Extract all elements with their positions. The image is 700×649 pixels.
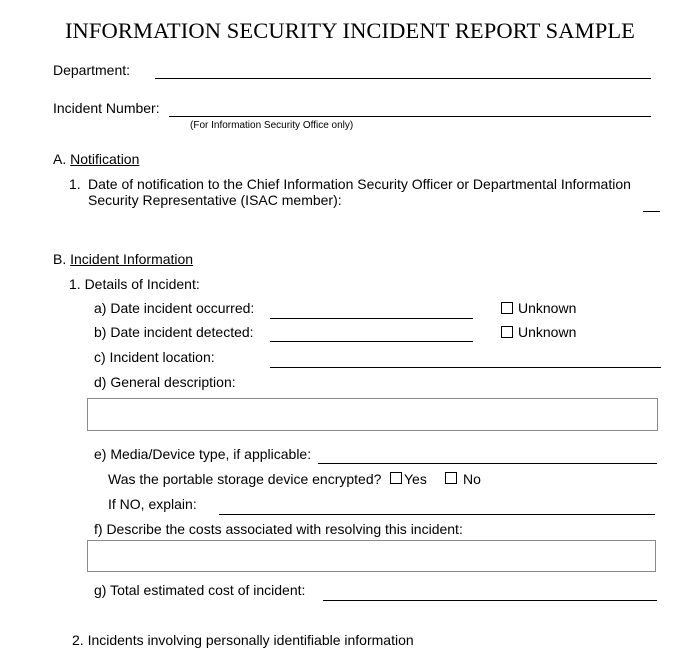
encrypted-yes-label: Yes xyxy=(404,471,427,487)
encrypted-no-label: No xyxy=(463,471,481,487)
if-no-explain-label: If NO, explain: xyxy=(108,496,197,512)
date-detected-label: b) Date incident detected: xyxy=(94,324,254,340)
section-b-heading xyxy=(53,251,193,267)
section-a-item1-number: 1. xyxy=(69,176,81,192)
form-title: INFORMATION SECURITY INCIDENT REPORT SAMPLE xyxy=(64,18,636,43)
incident-number-field[interactable] xyxy=(169,116,651,117)
department-label: Department: xyxy=(53,62,131,78)
section-a-heading xyxy=(53,151,139,167)
incident-location-field[interactable] xyxy=(270,367,661,368)
date-detected-field[interactable] xyxy=(270,341,473,342)
media-device-label: e) Media/Device type, if applicable: xyxy=(94,446,312,462)
section-a-title: Notification xyxy=(70,151,140,167)
if-no-explain-field[interactable] xyxy=(219,514,655,515)
incident-number-note: (For Information Security Office only) xyxy=(190,120,354,131)
date-occurred-unknown-checkbox[interactable] xyxy=(501,302,513,314)
costs-description-label: f) Describe the costs associated with resolving this incident: xyxy=(94,521,463,537)
total-cost-field[interactable] xyxy=(323,600,657,601)
date-detected-unknown-label: Unknown xyxy=(518,324,577,340)
details-of-incident-label: 1. Details of Incident: xyxy=(69,276,200,292)
section-b-letter: B. xyxy=(53,251,67,267)
media-device-field[interactable] xyxy=(318,463,657,464)
costs-description-box[interactable] xyxy=(87,540,656,572)
section-b-title: Incident Information xyxy=(70,251,194,267)
pii-incidents-label: 2. Incidents involving personally identifiable information xyxy=(72,632,414,648)
encrypted-question: Was the portable storage device encrypted? xyxy=(108,471,382,487)
incident-location-label: c) Incident location: xyxy=(94,349,215,365)
general-description-box[interactable] xyxy=(87,398,658,431)
date-occurred-field[interactable] xyxy=(270,318,473,319)
date-detected-unknown-checkbox[interactable] xyxy=(501,326,513,338)
encrypted-no-checkbox[interactable] xyxy=(445,472,457,484)
notification-date-field[interactable] xyxy=(643,211,660,212)
date-occurred-label: a) Date incident occurred: xyxy=(94,300,255,316)
department-field[interactable] xyxy=(155,78,651,79)
section-a-item1-text: Date of notification to the Chief Information Security Officer or Departmental Information Security Representative (ISAC member): xyxy=(88,176,631,208)
section-a-letter: A. xyxy=(53,151,67,167)
total-cost-label: g) Total estimated cost of incident: xyxy=(94,582,306,598)
date-occurred-unknown-label: Unknown xyxy=(518,300,577,316)
incident-number-label: Incident Number: xyxy=(53,100,160,116)
general-description-label: d) General description: xyxy=(94,374,236,390)
encrypted-yes-checkbox[interactable] xyxy=(390,472,402,484)
